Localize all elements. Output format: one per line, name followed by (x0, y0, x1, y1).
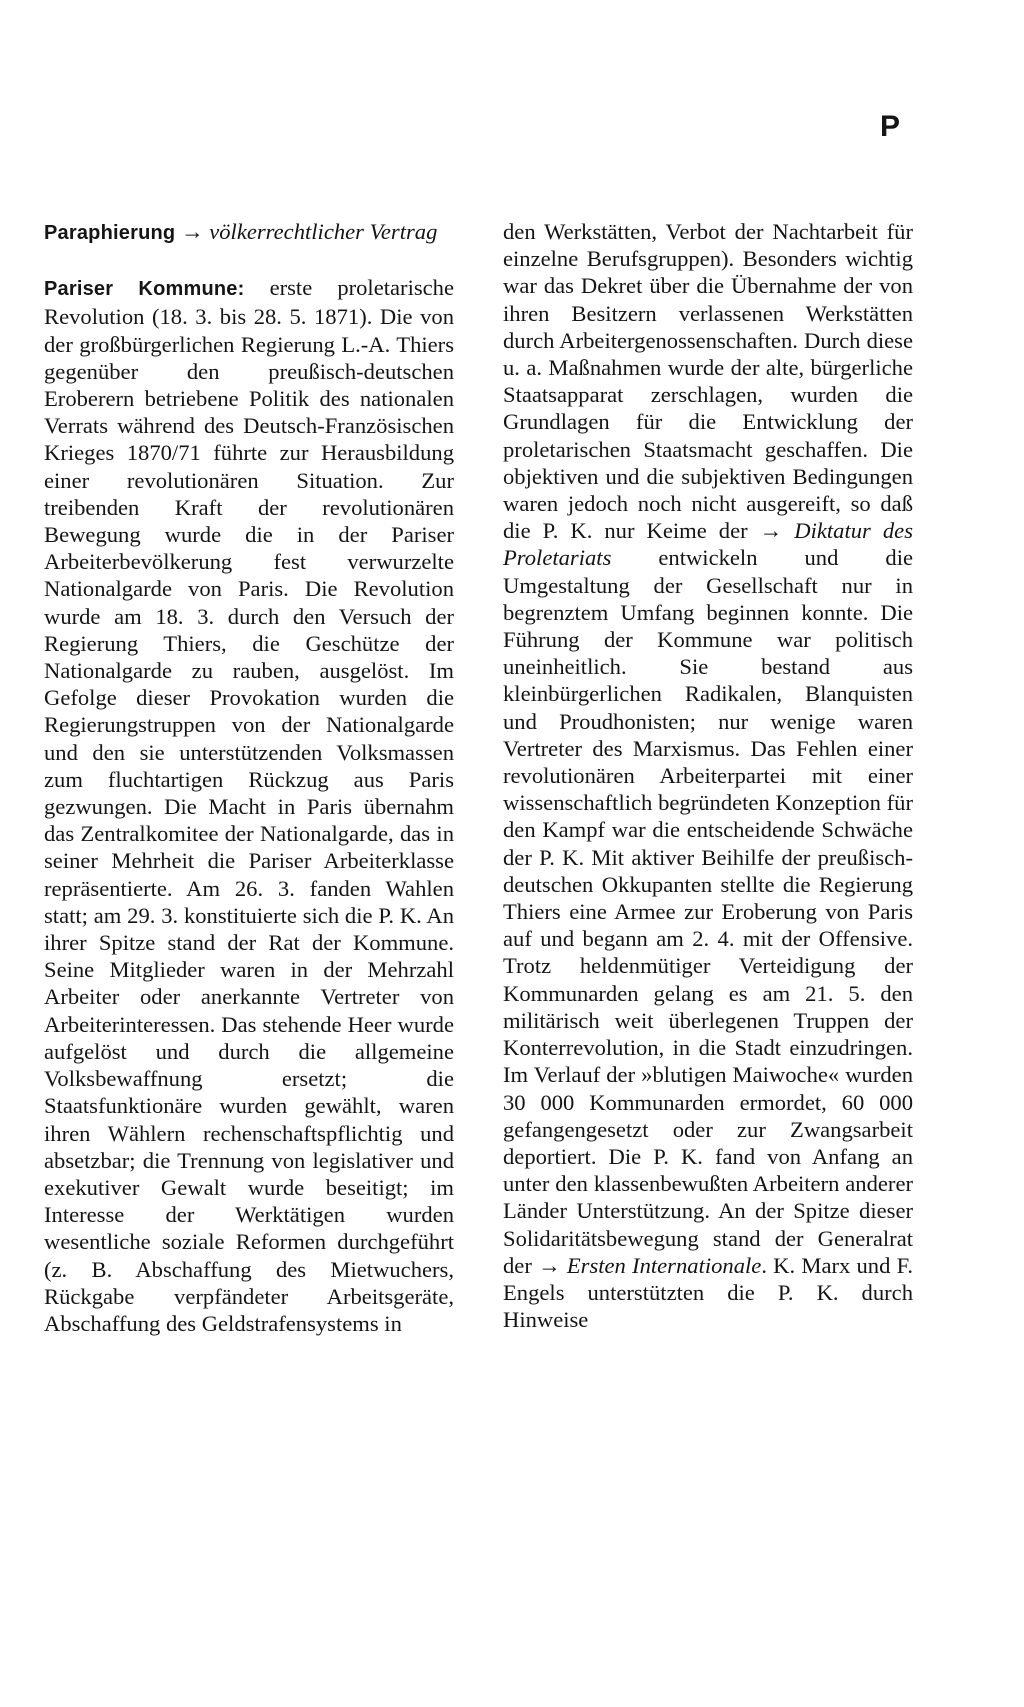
body-text: . K. Marx und F. Engels unterstützten die P. K. durch Hinweise (503, 1252, 913, 1333)
entry-keyword: Pariser Kommune: (44, 278, 245, 301)
cross-reference-link[interactable]: → Ersten Internationale (538, 1252, 762, 1278)
entry-continuation (503, 218, 913, 1333)
entry-paraphierung (44, 218, 454, 247)
right-column (503, 218, 913, 1333)
left-column (44, 218, 454, 1337)
entry-body-text: erste proletarische Revolution (18. 3. bis 28. 5. 1871). Die von der großbürgerlichen Regierung L.-A. Thiers gegenüber den preußisch-deutschen Eroberern betriebene Politik des nationalen Verrats während des Deutsch-Französischen Krieges 1870/71 führte zur Herausbildung einer revolutionären Situation. Zur treibenden Kraft der revolutionären Bewegung wurde die in der Pariser Arbeiterbevölkerung fest verwurzelte Nationalgarde von Paris. Die Revolution wurde am 18. 3. durch den Versuch der Regierung Thiers, die Geschütze der Nationalgarde zu rauben, ausgelöst. Im Gefolge dieser Provokation wurden die Regierungstruppen von der Nationalgarde und den sie unterstützenden Volksmassen zum fluchtartigen Rückzug aus Paris gezwungen. Die Macht in Paris übernahm das Zentralkomitee der Nationalgarde, das in seiner Mehrheit die Pariser Arbeiterklasse repräsentierte. Am 26. 3. fanden Wahlen statt; am 29. 3. konstituierte sich die P. K. An ihrer Spitze stand der Rat der Kommune. Seine Mitglieder waren in der Mehrzahl Arbeiter oder anerkannte Vertreter von Arbeiterinteressen. Das stehende Heer wurde aufgelöst und durch die allgemeine Volksbewaffnung ersetzt; die Staatsfunktionäre wurden gewählt, waren ihren Wählern rechenschaftspflichtig und absetzbar; die Trennung von legislativer und exekutiver Gewalt wurde beseitigt; im Interesse der Werktätigen wurden wesentliche soziale Reformen durchgeführt (z. B. Abschaffung des Mietwuchers, Rückgabe verpfändeter Arbeitsgeräte, Abschaffung des Geldstrafensystems in (44, 275, 454, 1336)
entry-pariser-kommune (44, 274, 454, 1337)
section-letter: P (880, 110, 901, 143)
body-text: den Werkstätten, Verbot der Nachtarbeit für einzelne Berufsgruppen). Besonders wichtig war das Dekret über die Übernahme der von ihren Besitzern verlassenen Werkstätten durch Arbeitergenossenschaften. Durch diese u. a. Maßnahmen wurde der alte, bürgerliche Staatsapparat zerschlagen, wurden die Grundlagen für die Entwicklung der proletarischen Staatsmacht geschaffen. Die objektiven und die subjektiven Bedingungen waren jedoch noch nicht ausgereift, so daß die P. K. nur Keime der (503, 219, 913, 544)
cross-reference-link[interactable]: → Diktatur des Proletariats (503, 518, 913, 571)
entry-keyword: Paraphierung (44, 222, 176, 244)
body-text: entwickeln und die Umgestaltung der Gesellschaft nur in begrenztem Umfang beginnen konnte. Die Führung der Kommune war politisch uneinheitlich. Sie bestand aus kleinbürgerlichen Radikalen, Blanquisten und Proudhonisten; nur wenige waren Vertreter des Marxismus. Das Fehlen einer revolutionären Arbeiterpartei mit einer wissenschaftlich begründeten Konzeption für den Kampf war die entscheidende Schwäche der P. K. Mit aktiver Beihilfe der preußisch-deutschen Okkupanten stellte die Regierung Thiers eine Armee zur Eroberung von Paris auf und begann am 2. 4. mit der Offensive. Trotz heldenmütiger Verteidigung der Kommunarden gelang es am 21. 5. den militärisch weit überlegenen Truppen der Konterrevolution, in die Stadt einzudringen. Im Verlauf der »blutigen Maiwoche« wurden 30 000 Kommunarden ermordet, 60 000 gefangengesetzt oder zur Zwangsarbeit deportiert. Die P. K. fand von Anfang an unter den klassenbewußten Arbeitern anderer Länder Unterstützung. An der Spitze dieser Solidaritätsbewegung stand der Generalrat der (503, 545, 913, 1278)
cross-reference-link[interactable]: → völkerrechtlicher Vertrag (180, 219, 438, 244)
